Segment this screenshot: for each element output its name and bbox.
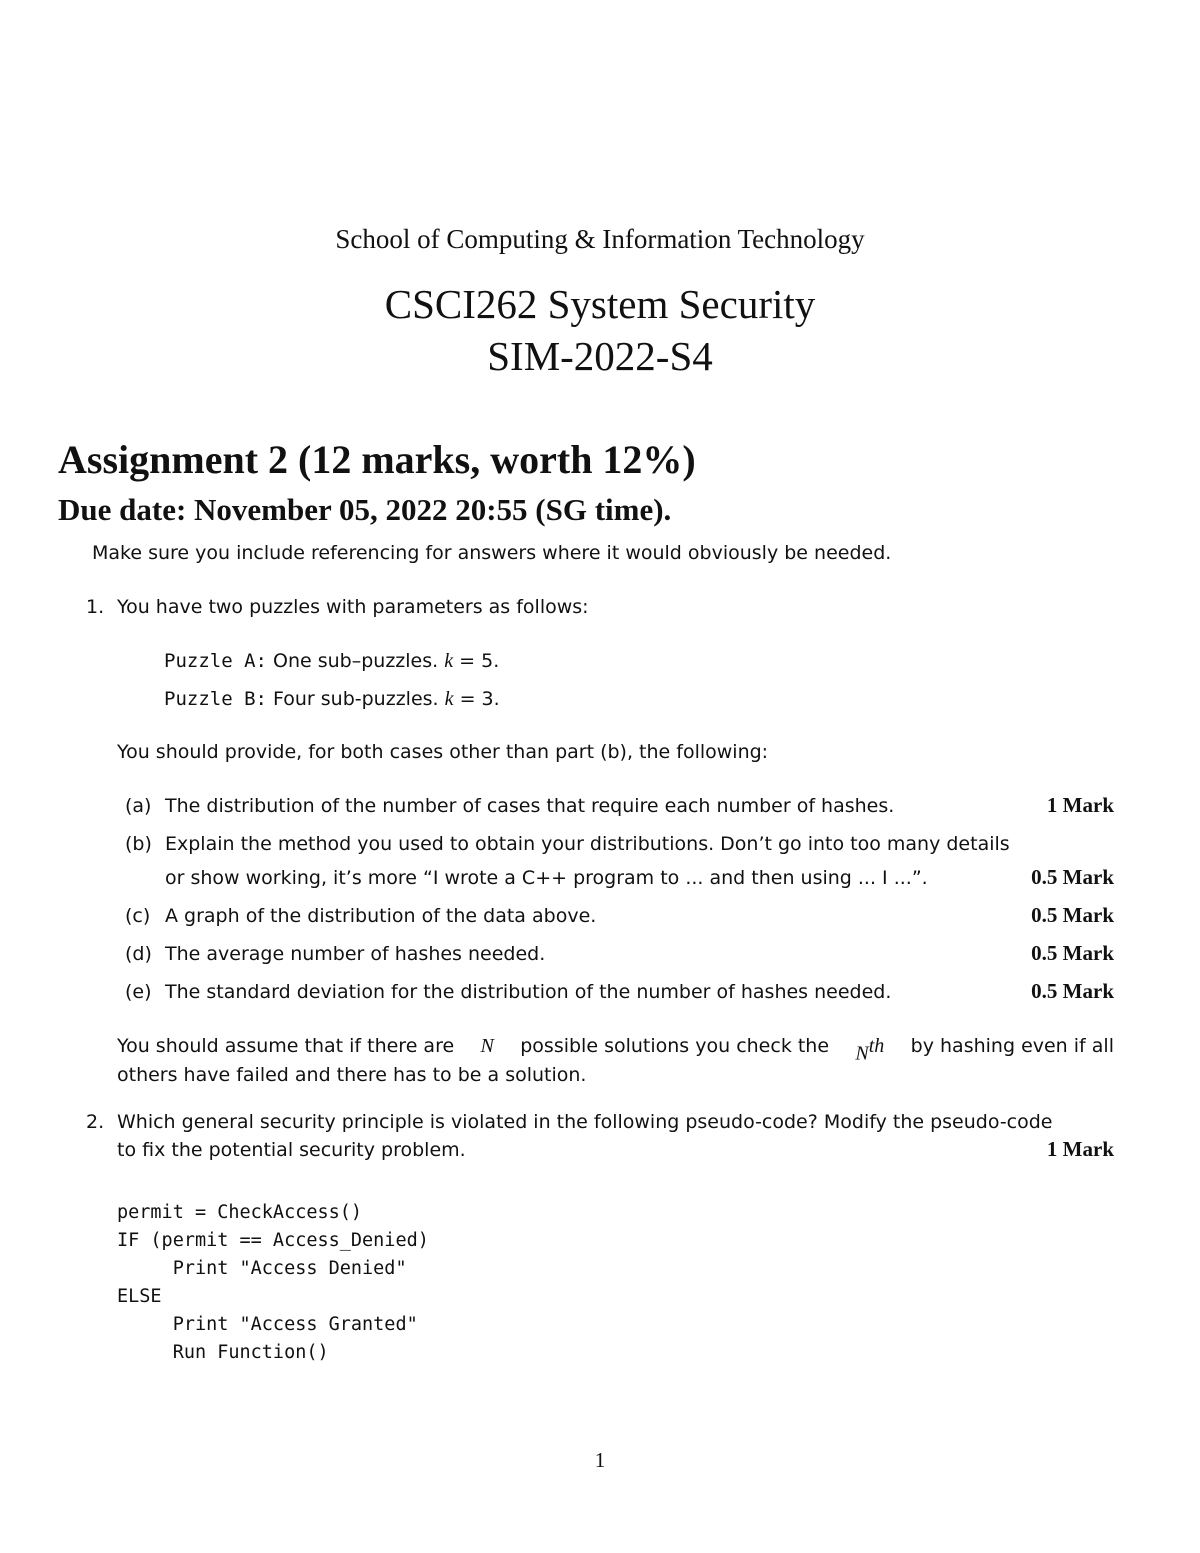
part-a-label: (a) <box>125 795 152 817</box>
part-b-text: Explain the method you used to obtain your distributions. Don’t go into too many details <box>165 833 1010 855</box>
part-c-mark: 0.5 Mark <box>1031 903 1114 927</box>
code-line: permit = CheckAccess() <box>117 1202 363 1223</box>
part-b-label: (b) <box>125 833 152 855</box>
part-e-mark: 0.5 Mark <box>1031 979 1114 1003</box>
q2-line2: to fix the potential security problem. <box>117 1139 466 1161</box>
part-b-mark: 0.5 Mark <box>1031 865 1114 889</box>
q1-number: 1. <box>86 596 105 618</box>
q1-assume-line2: others have failed and there has to be a solution. <box>117 1064 587 1086</box>
puzzle-b-k: k <box>444 688 454 710</box>
q1-text: You have two puzzles with parameters as follows: <box>117 596 589 618</box>
puzzle-a <box>164 650 499 673</box>
part-e-label: (e) <box>125 981 152 1003</box>
code-line: Print "Access Granted" <box>117 1314 418 1335</box>
due-date: Due date: November 05, 2022 20:55 (SG time). <box>58 492 672 527</box>
puzzle-a-k: k <box>444 650 454 672</box>
course-title: CSCI262 System Security <box>384 281 816 327</box>
assume-text-1: You should assume that if there are <box>117 1035 455 1057</box>
part-e-text: The standard deviation for the distribution of the number of hashes needed. <box>165 981 892 1003</box>
session-title: SIM-2022-S4 <box>487 333 713 379</box>
code-line: Print "Access Denied" <box>117 1258 407 1279</box>
code-line: Run Function() <box>117 1342 329 1363</box>
puzzle-b-desc: Four sub-puzzles. <box>273 688 439 710</box>
part-c-text: A graph of the distribution of the data above. <box>165 905 597 927</box>
intro-text: Make sure you include referencing for answers where it would obviously be needed. <box>92 542 892 564</box>
code-line: IF (permit == Access_Denied) <box>117 1230 429 1251</box>
school-name: School of Computing & Information Technology <box>335 224 865 254</box>
part-d-mark: 0.5 Mark <box>1031 941 1114 965</box>
q2-number: 2. <box>86 1111 105 1133</box>
q1-provide-text: You should provide, for both cases other than part (b), the following: <box>117 741 769 763</box>
part-c-label: (c) <box>125 905 151 927</box>
assignment-title: Assignment 2 (12 marks, worth 12%) <box>58 437 696 482</box>
assume-n: N <box>480 1035 494 1057</box>
puzzle-b-label: Puzzle B: <box>164 688 267 710</box>
puzzle-a-label: Puzzle A: <box>164 650 267 672</box>
code-line: ELSE <box>117 1286 162 1307</box>
assume-text-2: possible solutions you check the <box>520 1035 830 1057</box>
part-a-mark: 1 Mark <box>1046 793 1114 817</box>
assume-text-3: by hashing even if all <box>910 1035 1114 1057</box>
part-a-text: The distribution of the number of cases that require each number of hashes. <box>165 795 895 817</box>
q1-assume-line1 <box>117 1035 1114 1065</box>
puzzle-a-desc: One sub–puzzles. <box>273 650 439 672</box>
page-number: 1 <box>594 1448 606 1472</box>
part-d-text: The average number of hashes needed. <box>165 943 546 965</box>
puzzle-b <box>164 688 500 711</box>
assume-th-sup: th <box>868 1035 885 1057</box>
part-b-text-line2: or show working, it’s more “I wrote a C++ program to ... and then using ... I ...”. <box>165 867 928 889</box>
q2-line1: Which general security principle is violated in the following pseudo-code? Modify the pseudo-code <box>117 1111 1053 1133</box>
assume-n-th: N <box>855 1042 869 1065</box>
puzzle-a-k-value: = 5. <box>459 650 500 672</box>
q2-mark: 1 Mark <box>1046 1137 1114 1161</box>
part-d-label: (d) <box>125 943 152 965</box>
puzzle-b-k-value: = 3. <box>459 688 500 710</box>
